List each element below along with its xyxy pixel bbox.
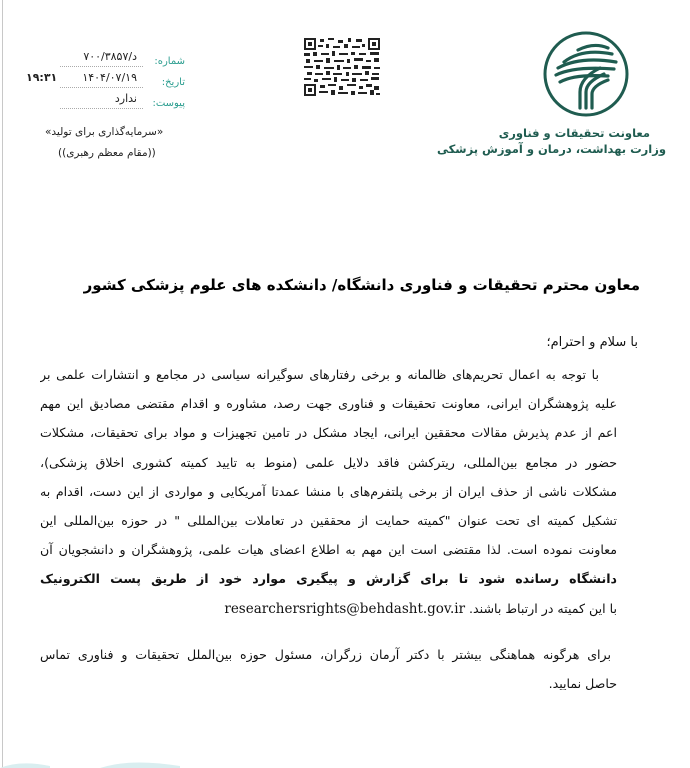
attachment-label: پیوست: <box>152 98 185 109</box>
letter-date: ۱۴۰۴/۰۷/۱۹ <box>82 71 137 84</box>
meta-date-row <box>20 71 185 92</box>
email-line <box>40 594 617 623</box>
dotted-line <box>60 108 143 109</box>
letter-number: د/۷۰۰/۳۸۵۷ <box>83 50 137 63</box>
letter-meta <box>20 50 185 113</box>
page-left-edge <box>2 0 3 768</box>
slogan-attribution: ((مقام معظم رهبری)) <box>58 147 156 159</box>
contact-email-link[interactable]: researchersrights@behdasht.gov.ir <box>224 600 466 617</box>
meta-number-row <box>20 50 185 71</box>
meta-attachment-row <box>20 92 185 113</box>
dotted-line <box>60 87 143 88</box>
tree-circle-logo-icon <box>530 28 642 124</box>
ministry-logo <box>436 28 672 158</box>
date-label: تاریخ: <box>161 77 185 88</box>
qr-code <box>302 36 382 98</box>
body-line: اعم از عدم پذیرش مقالات محققین ایرانی، ایجاد مشکل در تامین تجهیزات و مواد برای تحقیقات، مشکلات <box>40 425 617 441</box>
dotted-line <box>60 66 143 67</box>
body-line: دانشگاه رسانده شود تا برای گزارش و پیگیری موارد خود از طریق پست الکترونیک <box>40 571 617 587</box>
letter-addressee: معاون محترم تحقیقات و فناوری دانشگاه/ دانشکده های علوم پزشکی کشور <box>83 276 640 294</box>
slogan-text: «سرمایه‌گذاری برای تولید» <box>45 126 164 138</box>
letter-body-paragraph <box>40 360 617 623</box>
letter-time: ۱۹:۳۱ <box>26 71 58 84</box>
ministry-name: وزارت بهداشت، درمان و آموزش پزشکی <box>436 142 666 156</box>
body-line: حاصل نمایید. <box>548 676 617 692</box>
body-line: با توجه به اعمال تحریم‌های ظالمانه و برخی رفتارهای سوگیرانه سیاسی در مجامع و انتشارات علمی بر <box>40 367 599 382</box>
body-line: حضور در مجامع بین‌المللی، ریترکشن فاقد دلایل علمی (منوط به تایید کمیته کشوری اخلاق پزشکی)، <box>40 454 617 470</box>
letter-greeting: با سلام و احترام؛ <box>546 335 638 350</box>
letter-closing-paragraph <box>40 640 617 698</box>
body-line: برای هرگونه هماهنگی بیشتر با دکتر آرمان زرگران، مسئول حوزه بین‌الملل تحقیقات و فناوری تماس <box>40 647 611 662</box>
body-line: علیه پژوهشگران ایرانی، معاونت تحقیقات و فناوری جهت رصد، مشاوره و اقدام مقتضی مصادیق این مهم <box>40 396 617 412</box>
deputy-name: معاونت تحقیقات و فناوری <box>498 126 650 140</box>
attachment-value: ندارد <box>114 92 137 105</box>
body-line: تشکیل کمیته ای تحت عنوان "کمیته حمایت از محققین در تعاملات بین‌المللی " در حوزه بین‌المللی این <box>40 512 617 528</box>
body-line: مشکلات ناشی از حذف ایران از برخی پلتفرم‌های با منشا عمدتا آمریکایی و مواردی از این دست، اقدام به <box>40 483 617 499</box>
body-line: معاونت نموده است. لذا مقتضی است این مهم به اطلاع اعضای هیات علمی، پژوهشگران و دانشجویان آن <box>40 542 617 558</box>
email-suffix-text: با این کمیته در ارتباط باشند. <box>469 600 617 616</box>
footer-decoration <box>0 758 180 768</box>
number-label: شماره: <box>154 56 185 67</box>
